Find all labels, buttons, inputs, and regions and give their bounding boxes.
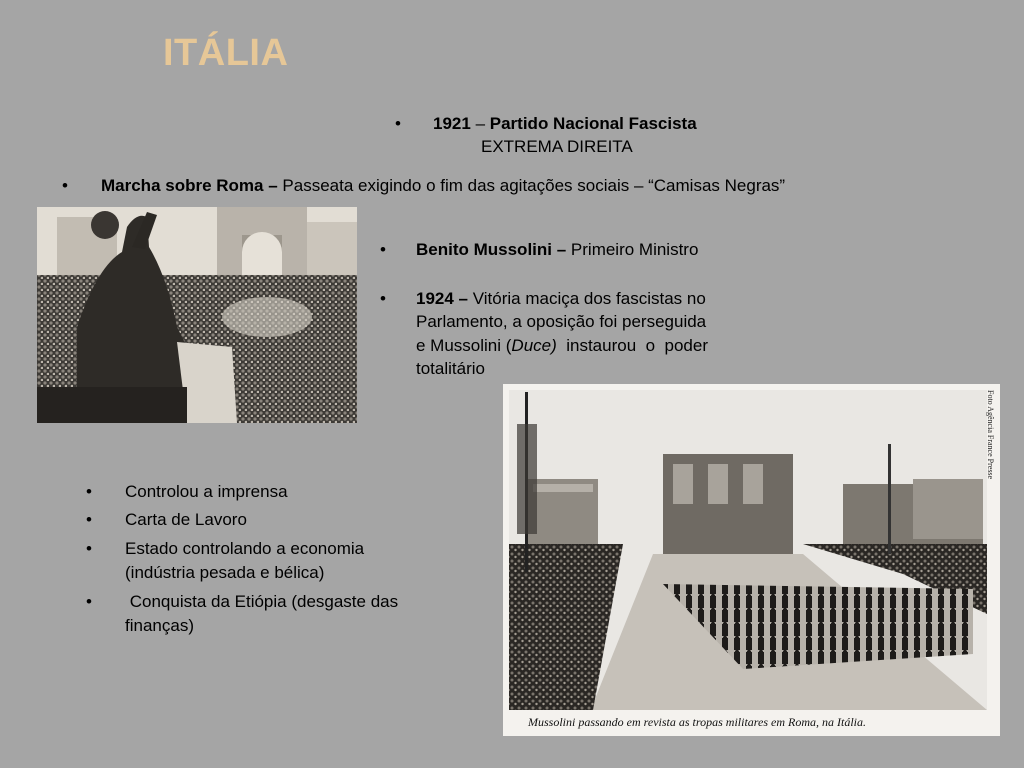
victory-duce: Duce) bbox=[511, 336, 557, 355]
victory-text1: Vitória maciça dos fascistas no bbox=[468, 289, 706, 308]
victory-line3-post: instaurou o poder bbox=[556, 336, 708, 355]
march-bold: Marcha sobre Roma – bbox=[101, 176, 278, 195]
victory-line2: Parlamento, a oposição foi perseguida bbox=[416, 312, 707, 331]
party-bullet: • bbox=[395, 114, 401, 133]
measure-item-3-line1: Estado controlando a economia bbox=[125, 539, 365, 558]
mussolini-line bbox=[416, 239, 698, 261]
party-name: Partido Nacional Fascista bbox=[489, 114, 697, 133]
victory-line4: totalitário bbox=[416, 359, 485, 378]
victory-line1 bbox=[416, 288, 706, 310]
march-text: Passeata exigindo o fim das agitações sociais – “Camisas Negras” bbox=[277, 176, 786, 195]
slide-title: ITÁLIA bbox=[163, 32, 289, 74]
measure-bullet-3: • bbox=[86, 539, 92, 558]
photo-credit: Foto Agência France Presse bbox=[986, 390, 995, 480]
mussolini-text: Primeiro Ministro bbox=[566, 240, 699, 259]
measure-item-4-line2: finanças) bbox=[125, 616, 194, 635]
mussolini-bold: Benito Mussolini – bbox=[416, 240, 567, 259]
victory-line3-pre: e Mussolini ( bbox=[416, 336, 512, 355]
party-subtitle: EXTREMA DIREITA bbox=[481, 137, 633, 156]
march-line bbox=[101, 175, 785, 197]
victory-line3 bbox=[416, 335, 708, 357]
measure-bullet-4: • bbox=[86, 592, 92, 611]
measure-item-1: Controlou a imprensa bbox=[125, 482, 288, 501]
measure-bullet-2: • bbox=[86, 510, 92, 529]
mussolini-bullet: • bbox=[380, 240, 386, 259]
victory-bold: 1924 – bbox=[416, 289, 468, 308]
measure-item-3-line2: (indústria pesada e bélica) bbox=[125, 563, 325, 582]
march-bullet: • bbox=[62, 176, 68, 195]
victory-bullet: • bbox=[380, 289, 386, 308]
mussolini-speech-photo bbox=[37, 207, 357, 423]
party-year: 1921 bbox=[433, 114, 471, 133]
measure-item-4-line1: Conquista da Etiópia (desgaste das bbox=[125, 592, 399, 611]
party-dash: – bbox=[475, 114, 486, 133]
photo-caption: Mussolini passando em revista as tropas militares em Roma, na Itália. bbox=[528, 715, 866, 729]
party-line bbox=[433, 113, 697, 135]
troops-review-photo bbox=[503, 384, 1000, 736]
measure-item-2: Carta de Lavoro bbox=[125, 510, 247, 529]
measure-bullet-1: • bbox=[86, 482, 92, 501]
